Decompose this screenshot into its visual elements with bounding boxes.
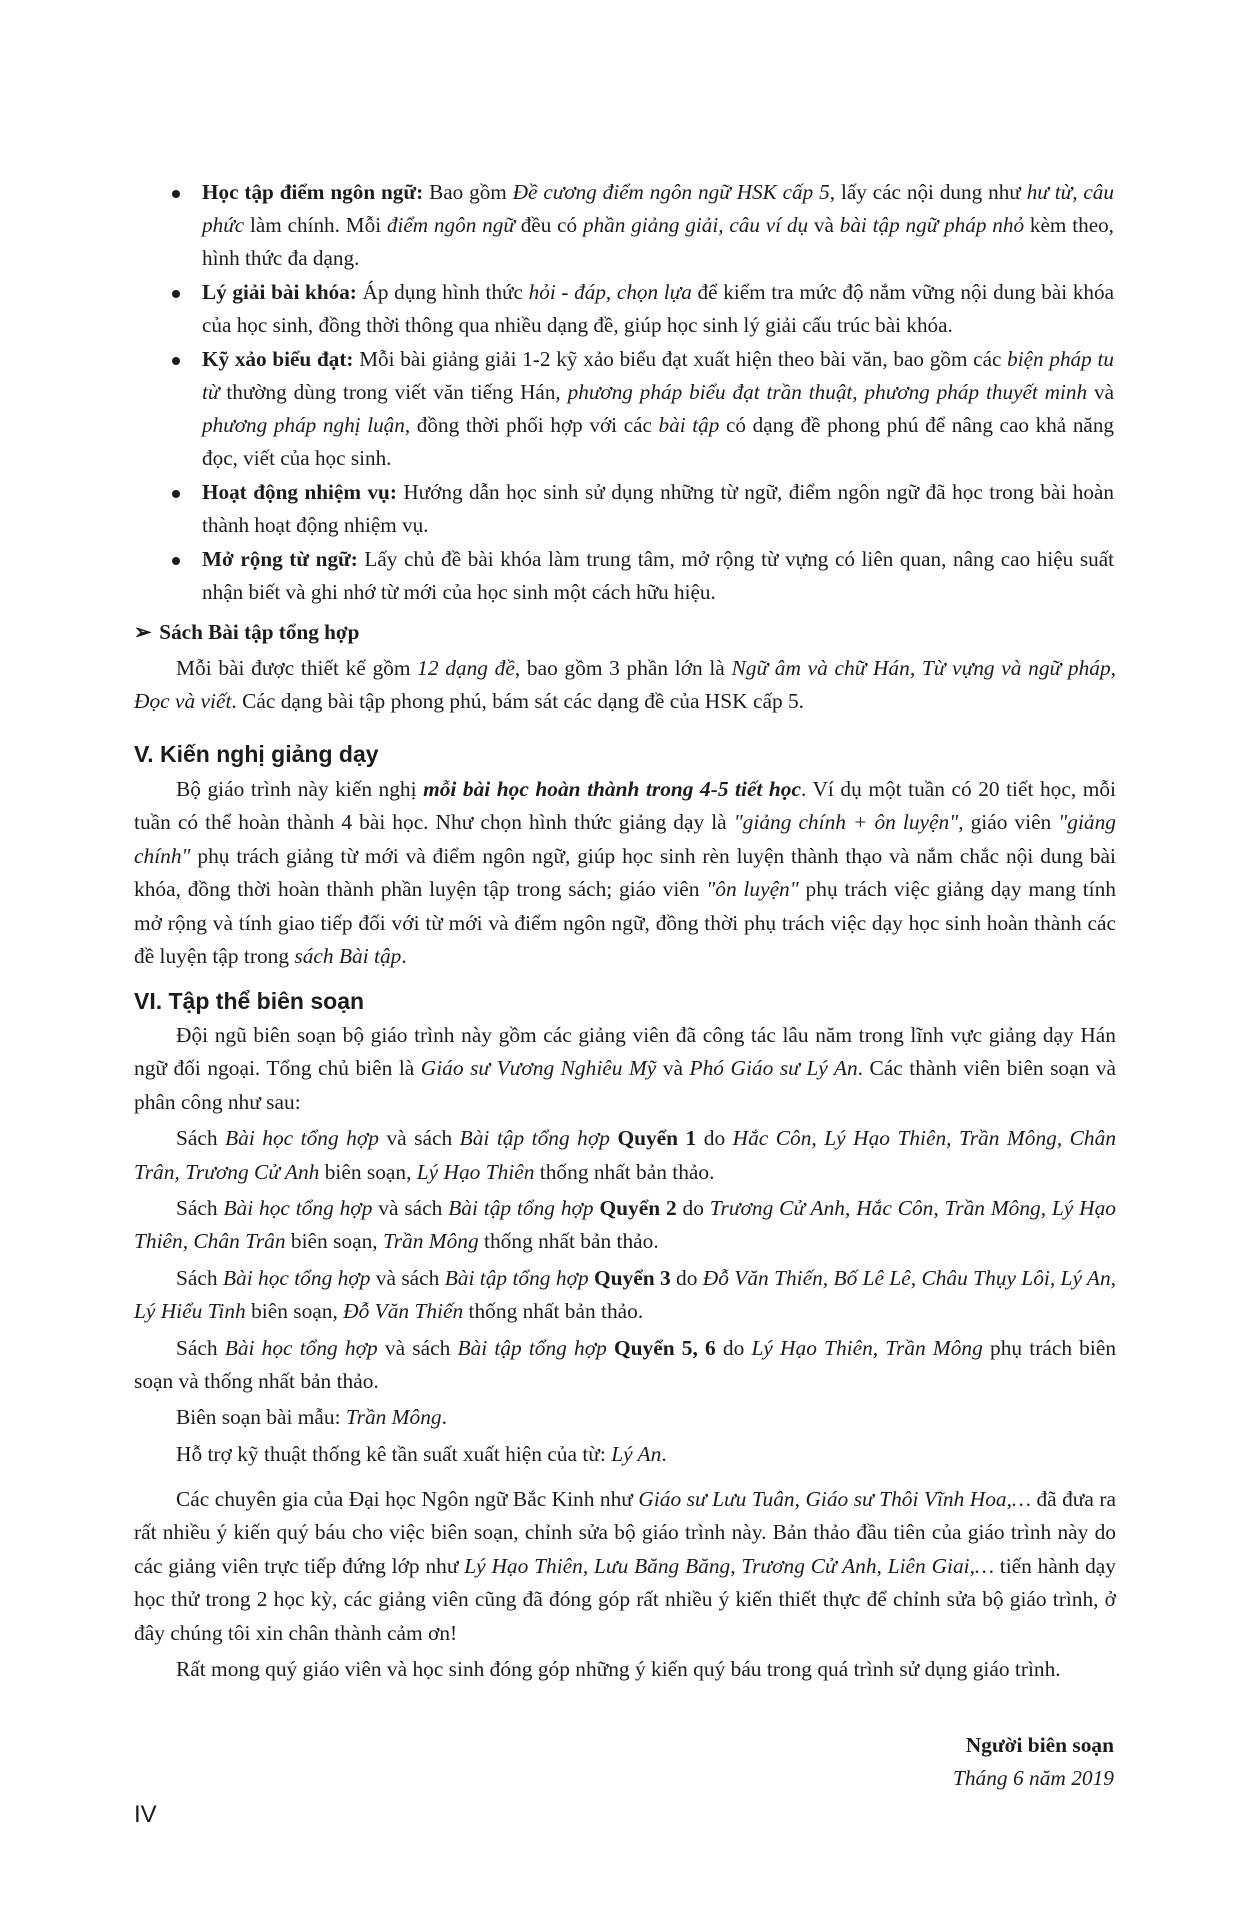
text-run: Lý Hạo Thiên, Lưu Băng Băng, Trương Cử Anh, Liên Giai,… (464, 1553, 994, 1578)
signature-date: Tháng 6 năm 2019 (952, 1766, 1114, 1790)
text-run: Ngữ âm và chữ Hán, Từ vựng và ngữ pháp, Đọc và viết (134, 656, 1117, 714)
text-run: hỏi - đáp, chọn lựa (528, 280, 692, 304)
feature-bullet-list (172, 176, 1114, 610)
text-run: Bài học tổng hợp (224, 1335, 378, 1360)
text-run: Học tập điểm ngôn ngữ: (202, 180, 424, 204)
text-run: , giáo viên (958, 810, 1059, 835)
teaching-recommendation-paragraph (134, 773, 1116, 973)
text-run: biên soạn, (245, 1299, 344, 1324)
feature-bullet (172, 543, 1114, 609)
text-run: Quyển 3 (588, 1265, 671, 1290)
text-run: để kiểm tra mức độ nắm vững nội dung bài khóa của học sinh, đồng thời thông qua nhiều dạng đề, giúp học sinh lý giải cấu trúc bài khóa. (202, 280, 1114, 337)
section-6-heading: VI. Tập thể biên soạn (134, 988, 365, 1014)
text-run: Lấy chủ đề bài khóa làm trung tâm, mở rộng từ vựng có liên quan, nâng cao hiệu suất nhận biết và ghi nhớ từ mới của học sinh một cách hữu hiệu. (202, 547, 1114, 604)
text-run: Hoạt động nhiệm vụ: (202, 480, 397, 504)
text-run: Sách (176, 1196, 224, 1221)
bullet-dot-icon (172, 557, 180, 565)
text-run: Bài học tổng hợp (223, 1196, 373, 1221)
acknowledgement-paragraph (134, 1483, 1116, 1650)
text-run: Giáo sư Vương Nghiêu Mỹ (420, 1056, 657, 1081)
workbook-paragraph (134, 652, 1116, 719)
editorial-team-paragraph (134, 1019, 1116, 1119)
bullet-dot-icon (172, 490, 180, 498)
text-run: và sách (378, 1126, 460, 1151)
text-run: Hắc Côn, Lý Hạo Thiên, Trần Mông, Chân Trân, Trương Cử Anh (134, 1126, 1117, 1184)
text-run: Bộ giáo trình này kiến nghị (176, 777, 424, 801)
text-run: và (656, 1056, 690, 1081)
text-run: Bài tập tổng hợp (459, 1126, 610, 1151)
text-run: Lý Hạo Thiên, Trần Mông (751, 1335, 983, 1360)
text-run: , lấy các nội dung như (829, 180, 1027, 204)
text-run: biên soạn, (285, 1229, 383, 1254)
text-run: Đội ngũ biên soạn bộ giáo trình này gồm các giảng viên đã công tác lâu năm trong lĩnh vực giảng dạy Hán ngữ đối ngoại. Tổng chủ biên là (134, 1023, 1116, 1081)
text-run: 12 dạng đề (417, 656, 515, 680)
text-run: Lý giải bài khóa: (202, 280, 357, 304)
text-run: Quyển 1 (609, 1126, 697, 1151)
workbook-description (134, 652, 1116, 719)
text-run: Bài tập tổng hợp (448, 1196, 594, 1221)
text-run: . Các thành viên biên soạn và phân công như sau: (134, 1056, 1116, 1114)
bullet-dot-icon (172, 290, 180, 298)
text-run: tiến hành dạy học thử trong 2 học kỳ, các giảng viên cũng đã đóng góp rất nhiều ý kiến thiết thực để chỉnh sửa bộ giáo trình, ở đây chúng tôi xin chân thành cảm ơn! (134, 1553, 1116, 1645)
text-run: Bao gồm (423, 180, 513, 204)
text-run: phương pháp biểu đạt trần thuật, phương pháp thuyết minh (567, 380, 1088, 404)
text-run: Rất mong quý giáo viên và học sinh đóng góp những ý kiến quý báu trong quá trình sử dụng giáo trình. (176, 1657, 1061, 1682)
text-run: thống nhất bản thảo. (478, 1229, 659, 1254)
bullet-dot-icon (172, 357, 180, 365)
text-run: biên soạn, (319, 1159, 417, 1184)
text-run: Bài tập tổng hợp (457, 1335, 607, 1360)
text-run: hư từ, câu phức (202, 180, 1114, 237)
text-run: . (441, 1405, 447, 1430)
section-6-body (134, 1019, 1116, 1471)
text-run: Đỗ Văn Thiến, Bố Lê Lê, Châu Thụy Lôi, Lý An, Lý Hiểu Tinh (134, 1265, 1117, 1324)
text-run: Sách (176, 1126, 226, 1151)
text-run: đã đưa ra rất nhiều ý kiến quý báu cho việc biên soạn, chỉnh sửa bộ giáo trình này. Bản thảo đầu tiên của giáo trình này do các giảng viên trực tiếp đứng lớp như (134, 1487, 1116, 1578)
acknowledgement-paragraph (134, 1653, 1116, 1686)
editorial-team-paragraph (134, 1438, 1116, 1471)
text-run: Bài tập tổng hợp (444, 1265, 589, 1290)
text-run: "ôn luyện" (706, 877, 799, 902)
text-run: phương pháp nghị luận (202, 413, 405, 437)
text-run: do (676, 1196, 710, 1221)
text-run: do (670, 1265, 703, 1290)
text-run: Áp dụng hình thức (356, 280, 529, 304)
text-run: Đề cương điểm ngôn ngữ HSK cấp 5 (512, 180, 830, 204)
text-run: Trương Cử Anh, Hắc Côn, Trần Mông, Lý Hạo Thiên, Chân Trân (134, 1196, 1117, 1254)
text-run: bài tập ngữ pháp nhỏ (839, 213, 1025, 237)
text-run: kèm theo, hình thức đa dạng. (202, 213, 1114, 270)
text-run: Giáo sư Lưu Tuân, Giáo sư Thôi Vĩnh Hoa,… (638, 1487, 1031, 1511)
text-run: phần giảng giải, câu ví dụ (582, 213, 809, 237)
text-run: Sách (176, 1335, 225, 1360)
text-run: biện pháp tu từ (202, 347, 1114, 404)
text-run: và sách (370, 1265, 445, 1290)
text-run: Phó Giáo sư Lý An (689, 1056, 858, 1081)
acknowledgements-body (134, 1483, 1116, 1686)
text-run: Các chuyên gia của Đại học Ngôn ngữ Bắc Kinh như (176, 1487, 639, 1511)
text-run: bài tập (658, 413, 720, 437)
text-run: sách Bài tập (294, 944, 402, 969)
text-run: Hỗ trợ kỹ thuật thống kê tần suất xuất hiện của từ: (176, 1441, 612, 1466)
text-run: do (715, 1335, 752, 1360)
text-run: , bao gồm 3 phần lớn là (514, 656, 732, 680)
text-run: Quyển 5, 6 (606, 1335, 716, 1360)
text-run: Mỗi bài giảng giải 1-2 kỹ xảo biểu đạt xuất hiện theo bài văn, bao gồm các (353, 347, 1008, 371)
text-run: Đỗ Văn Thiến (343, 1299, 464, 1324)
editorial-team-paragraph (134, 1192, 1116, 1259)
text-run: thống nhất bản thảo. (463, 1299, 644, 1324)
text-run: . (401, 944, 407, 969)
text-run: Trần Mông (345, 1405, 442, 1430)
section-5-body (134, 773, 1116, 973)
feature-bullet (172, 476, 1114, 542)
feature-bullet (172, 276, 1114, 342)
text-run: mỗi bài học hoàn thành trong 4-5 tiết học (423, 777, 801, 801)
text-run: , đồng thời phối hợp với các (404, 413, 659, 437)
text-run: Mỗi bài được thiết kế gồm (176, 656, 418, 680)
text-run: "giảng chính + ôn luyện" (733, 810, 959, 835)
editorial-team-paragraph (134, 1262, 1116, 1329)
text-run: và (808, 213, 840, 237)
text-run: . Các dạng bài tập phong phú, bám sát các dạng đề của HSK cấp 5. (231, 689, 805, 714)
text-run: . Ví dụ một tuần có 20 tiết học, mỗi tuần có thể hoàn thành 4 bài học. Như chọn hình thức giảng dạy là (134, 777, 1116, 835)
editorial-team-paragraph (134, 1122, 1116, 1189)
text-run: và sách (372, 1196, 449, 1221)
page-number: IV (134, 1801, 157, 1828)
text-run: phụ trách giảng từ mới và điểm ngôn ngữ, giúp học sinh rèn luyện thành thạo và nắm chắc nội dung bài khóa, đồng thời hoàn thành phần luyện tập trong sách; giáo viên (134, 843, 1116, 902)
section-5-heading: V. Kiến nghị giảng dạy (134, 741, 379, 767)
text-run: điểm ngôn ngữ (386, 213, 515, 237)
text-run: đều có (514, 213, 583, 237)
text-run: phụ trách việc giảng dạy mang tính mở rộng và tính giao tiếp đối với từ mới và điểm ngôn ngữ, đồng thời phụ trách việc dạy học sinh hoàn thành các đề luyện tập trong (134, 877, 1116, 969)
feature-bullet (172, 343, 1114, 475)
text-run: Quyển 2 (593, 1196, 677, 1221)
text-run: Lý An (611, 1441, 662, 1466)
text-run: . (661, 1441, 667, 1466)
text-run: Bài học tổng hợp (222, 1265, 371, 1290)
text-run: Trần Mông (383, 1229, 479, 1254)
arrow-bullet-icon: ➢ (134, 620, 152, 644)
text-run: Lý Hạo Thiên (416, 1159, 535, 1184)
text-run: Bài học tổng hợp (225, 1126, 379, 1151)
text-run: "giảng chính" (134, 810, 1117, 868)
workbook-heading-text: Sách Bài tập tổng hợp (159, 620, 360, 644)
text-run: Mở rộng từ ngữ: (202, 547, 358, 571)
text-run: thống nhất bản thảo. (534, 1159, 715, 1184)
workbook-heading (134, 617, 359, 647)
text-run: Hướng dẫn học sinh sử dụng những từ ngữ, điểm ngôn ngữ đã học trong bài hoàn thành hoạt động nhiệm vụ. (202, 480, 1114, 537)
text-run: làm chính. Mỗi (244, 213, 387, 237)
signature: Người biên soạn (965, 1733, 1114, 1757)
text-run: Sách (176, 1265, 223, 1290)
text-run: Kỹ xảo biểu đạt: (202, 347, 354, 371)
bullet-dot-icon (172, 190, 180, 198)
editorial-team-paragraph (134, 1332, 1116, 1399)
editorial-team-paragraph (134, 1401, 1116, 1434)
text-run: Biên soạn bài mẫu: (176, 1405, 346, 1430)
text-run: và sách (377, 1335, 458, 1360)
text-run: và (1087, 380, 1115, 404)
text-run: do (696, 1126, 733, 1151)
feature-bullet (172, 176, 1114, 275)
text-run: phụ trách biên soạn và thống nhất bản thảo. (134, 1335, 1117, 1394)
text-run: thường dùng trong viết văn tiếng Hán, (219, 380, 568, 404)
text-run: có dạng đề phong phú để nâng cao khả năng đọc, viết của học sinh. (202, 413, 1115, 470)
